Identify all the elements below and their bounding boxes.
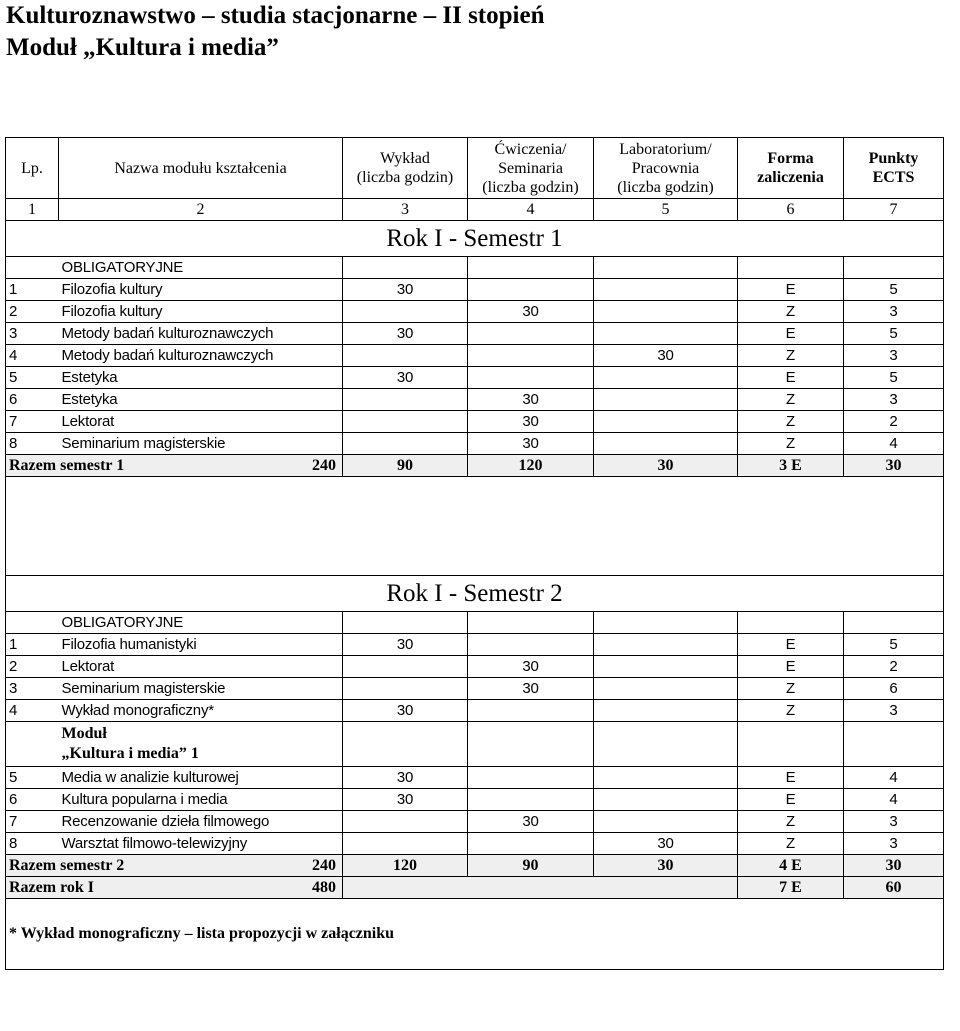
module-title: Moduł „Kultura i media”	[6, 34, 279, 61]
course-ects: 4	[844, 767, 944, 789]
course-row	[6, 811, 944, 833]
course-ects: 3	[844, 389, 944, 411]
header-forma: Forma zaliczenia	[738, 138, 844, 199]
total-ects: 60	[844, 877, 944, 899]
total-sum: 240	[312, 456, 336, 474]
course-laboratorium	[594, 700, 738, 722]
course-name: Filozofia humanistyki	[59, 634, 343, 656]
course-cwiczenia	[468, 367, 594, 389]
total-cwiczenia: 90	[468, 855, 594, 877]
course-wyklad	[343, 833, 468, 855]
course-lp: 3	[6, 323, 59, 345]
course-laboratorium	[594, 323, 738, 345]
group-row	[6, 612, 944, 634]
header-wyklad	[343, 138, 468, 199]
total-ects: 30	[844, 855, 944, 877]
footnote: * Wykład monograficzny – lista propozycji w załączniku	[6, 899, 944, 970]
course-ects: 3	[844, 811, 944, 833]
total-label: Razem rok I	[9, 878, 95, 896]
course-row	[6, 678, 944, 700]
empty-cell	[844, 722, 944, 767]
course-forma: E	[738, 656, 844, 678]
empty-cell	[738, 257, 844, 279]
total-label-cell	[6, 877, 343, 899]
course-cwiczenia	[468, 279, 594, 301]
course-forma: Z	[738, 833, 844, 855]
course-name: Estetyka	[59, 389, 343, 411]
course-lp: 3	[6, 678, 59, 700]
course-wyklad	[343, 301, 468, 323]
course-wyklad	[343, 811, 468, 833]
course-forma: Z	[738, 301, 844, 323]
course-laboratorium: 30	[594, 345, 738, 367]
course-ects: 3	[844, 301, 944, 323]
header-cwiczenia	[468, 138, 594, 199]
total-forma: 3 E	[738, 455, 844, 477]
course-cwiczenia	[468, 700, 594, 722]
course-forma: Z	[738, 700, 844, 722]
module-label-line2: „Kultura i media” 1	[61, 745, 199, 762]
semester-title: Rok I - Semestr 2	[6, 576, 944, 612]
course-name: Recenzowanie dzieła filmowego	[59, 811, 343, 833]
course-lp: 7	[6, 811, 59, 833]
total-forma: 4 E	[738, 855, 844, 877]
group-label: OBLIGATORYJNE	[59, 612, 343, 634]
total-laboratorium: 30	[594, 455, 738, 477]
total-sum: 240	[312, 856, 336, 874]
course-forma: E	[738, 634, 844, 656]
course-row	[6, 833, 944, 855]
course-forma: E	[738, 367, 844, 389]
empty-cell	[738, 722, 844, 767]
total-label-cell	[6, 855, 343, 877]
course-lp: 5	[6, 767, 59, 789]
course-lp: 6	[6, 789, 59, 811]
colnum: 3	[343, 199, 468, 221]
course-row	[6, 367, 944, 389]
course-cwiczenia: 30	[468, 411, 594, 433]
course-cwiczenia	[468, 345, 594, 367]
column-numbers-row	[6, 199, 944, 221]
course-ects: 2	[844, 411, 944, 433]
course-cwiczenia	[468, 634, 594, 656]
course-wyklad: 30	[343, 279, 468, 301]
semester-1-total-row	[6, 455, 944, 477]
semester-2-total-row	[6, 855, 944, 877]
empty-cell	[844, 612, 944, 634]
course-ects: 4	[844, 789, 944, 811]
course-wyklad: 30	[343, 367, 468, 389]
group-lp	[6, 612, 59, 634]
header-laboratorium-label: Laboratorium/ Pracownia	[619, 140, 712, 177]
course-name: Metody badań kulturoznawczych	[59, 345, 343, 367]
course-wyklad: 30	[343, 767, 468, 789]
course-row	[6, 389, 944, 411]
header-laboratorium	[594, 138, 738, 199]
course-name: Wykład monograficzny*	[59, 700, 343, 722]
course-wyklad	[343, 656, 468, 678]
course-cwiczenia: 30	[468, 433, 594, 455]
course-ects: 4	[844, 433, 944, 455]
semester-1-heading	[6, 221, 944, 257]
course-cwiczenia	[468, 767, 594, 789]
course-wyklad	[343, 389, 468, 411]
total-label-cell	[6, 455, 343, 477]
course-cwiczenia	[468, 833, 594, 855]
course-name: Lektorat	[59, 656, 343, 678]
course-name: Seminarium magisterskie	[59, 433, 343, 455]
course-row	[6, 767, 944, 789]
header-wyklad-unit: (liczba godzin)	[356, 169, 454, 186]
course-laboratorium	[594, 411, 738, 433]
empty-cell	[468, 612, 594, 634]
course-name: Filozofia kultury	[59, 301, 343, 323]
footnote-row	[6, 899, 944, 970]
course-laboratorium	[594, 389, 738, 411]
course-laboratorium	[594, 634, 738, 656]
course-forma: Z	[738, 678, 844, 700]
empty-cell	[468, 722, 594, 767]
total-laboratorium: 30	[594, 855, 738, 877]
course-forma: E	[738, 279, 844, 301]
course-wyklad: 30	[343, 700, 468, 722]
course-lp: 8	[6, 433, 59, 455]
empty-cell	[594, 257, 738, 279]
course-cwiczenia	[468, 789, 594, 811]
empty-cell	[594, 612, 738, 634]
total-sum: 480	[312, 878, 336, 896]
course-laboratorium	[594, 367, 738, 389]
colnum: 6	[738, 199, 844, 221]
course-laboratorium	[594, 789, 738, 811]
total-wyklad: 120	[343, 855, 468, 877]
module-heading-row	[6, 722, 944, 767]
course-name: Estetyka	[59, 367, 343, 389]
empty-cell	[468, 257, 594, 279]
course-wyklad: 30	[343, 789, 468, 811]
course-row	[6, 279, 944, 301]
course-name: Lektorat	[59, 411, 343, 433]
course-lp: 1	[6, 634, 59, 656]
course-cwiczenia: 30	[468, 811, 594, 833]
course-row	[6, 323, 944, 345]
header-lp: Lp.	[6, 138, 59, 199]
group-row	[6, 257, 944, 279]
course-name: Seminarium magisterskie	[59, 678, 343, 700]
course-cwiczenia: 30	[468, 389, 594, 411]
course-forma: Z	[738, 411, 844, 433]
course-ects: 6	[844, 678, 944, 700]
colnum: 4	[468, 199, 594, 221]
semester-2-heading	[6, 576, 944, 612]
total-label: Razem semestr 2	[9, 856, 125, 874]
course-forma: Z	[738, 345, 844, 367]
course-ects: 3	[844, 345, 944, 367]
semester-title: Rok I - Semestr 1	[6, 221, 944, 257]
total-label: Razem semestr 1	[9, 456, 125, 474]
course-forma: Z	[738, 389, 844, 411]
course-name: Kultura popularna i media	[59, 789, 343, 811]
course-lp: 1	[6, 279, 59, 301]
total-forma: 7 E	[738, 877, 844, 899]
group-label: OBLIGATORYJNE	[59, 257, 343, 279]
course-wyklad: 30	[343, 323, 468, 345]
empty-cell	[844, 257, 944, 279]
course-forma: Z	[738, 811, 844, 833]
empty-cell	[343, 257, 468, 279]
course-row	[6, 634, 944, 656]
course-laboratorium	[594, 433, 738, 455]
course-forma: Z	[738, 433, 844, 455]
curriculum-table	[5, 137, 944, 970]
course-ects: 3	[844, 700, 944, 722]
table-header	[6, 138, 944, 199]
course-lp: 7	[6, 411, 59, 433]
module-lp	[6, 722, 59, 767]
empty-cell	[343, 877, 738, 899]
empty-cell	[343, 722, 468, 767]
course-forma: E	[738, 767, 844, 789]
course-lp: 5	[6, 367, 59, 389]
course-forma: E	[738, 789, 844, 811]
course-name: Metody badań kulturoznawczych	[59, 323, 343, 345]
header-nazwa: Nazwa modułu kształcenia	[59, 138, 343, 199]
course-wyklad: 30	[343, 634, 468, 656]
course-row	[6, 789, 944, 811]
empty-cell	[594, 722, 738, 767]
course-name: Filozofia kultury	[59, 279, 343, 301]
module-label-line1: Moduł	[61, 725, 107, 742]
course-laboratorium	[594, 656, 738, 678]
course-ects: 5	[844, 367, 944, 389]
course-wyklad	[343, 433, 468, 455]
header-cwiczenia-unit: (liczba godzin)	[482, 178, 579, 196]
header-cwiczenia-label: Ćwiczenia/ Seminaria	[494, 140, 567, 177]
year-total-row	[6, 877, 944, 899]
spacer-row	[6, 477, 944, 576]
total-cwiczenia: 120	[468, 455, 594, 477]
course-wyklad	[343, 678, 468, 700]
course-ects: 3	[844, 833, 944, 855]
course-ects: 5	[844, 634, 944, 656]
document-title: Kulturoznawstwo – studia stacjonarne – II stopień	[6, 2, 545, 29]
course-row	[6, 411, 944, 433]
course-row	[6, 656, 944, 678]
header-ects: Punkty ECTS	[844, 138, 944, 199]
course-lp: 2	[6, 656, 59, 678]
course-laboratorium	[594, 301, 738, 323]
course-ects: 5	[844, 323, 944, 345]
course-lp: 2	[6, 301, 59, 323]
course-row	[6, 345, 944, 367]
course-forma: E	[738, 323, 844, 345]
course-cwiczenia: 30	[468, 656, 594, 678]
course-lp: 8	[6, 833, 59, 855]
course-laboratorium	[594, 678, 738, 700]
course-laboratorium	[594, 767, 738, 789]
course-ects: 2	[844, 656, 944, 678]
course-wyklad	[343, 345, 468, 367]
empty-cell	[343, 612, 468, 634]
colnum: 5	[594, 199, 738, 221]
total-ects: 30	[844, 455, 944, 477]
colnum: 2	[59, 199, 343, 221]
colnum: 1	[6, 199, 59, 221]
course-cwiczenia: 30	[468, 678, 594, 700]
empty-cell	[738, 612, 844, 634]
course-row	[6, 700, 944, 722]
total-wyklad: 90	[343, 455, 468, 477]
header-laboratorium-unit: (liczba godzin)	[617, 178, 714, 196]
module-label	[59, 722, 343, 767]
course-laboratorium: 30	[594, 833, 738, 855]
course-cwiczenia	[468, 323, 594, 345]
course-laboratorium	[594, 811, 738, 833]
header-wyklad-label: Wykład	[380, 150, 430, 167]
course-row	[6, 301, 944, 323]
course-lp: 6	[6, 389, 59, 411]
course-cwiczenia: 30	[468, 301, 594, 323]
course-ects: 5	[844, 279, 944, 301]
course-name: Warsztat filmowo-telewizyjny	[59, 833, 343, 855]
course-laboratorium	[594, 279, 738, 301]
group-lp	[6, 257, 59, 279]
course-row	[6, 433, 944, 455]
course-lp: 4	[6, 700, 59, 722]
spacer-cell	[6, 477, 944, 576]
course-wyklad	[343, 411, 468, 433]
course-lp: 4	[6, 345, 59, 367]
colnum: 7	[844, 199, 944, 221]
course-name: Media w analizie kulturowej	[59, 767, 343, 789]
